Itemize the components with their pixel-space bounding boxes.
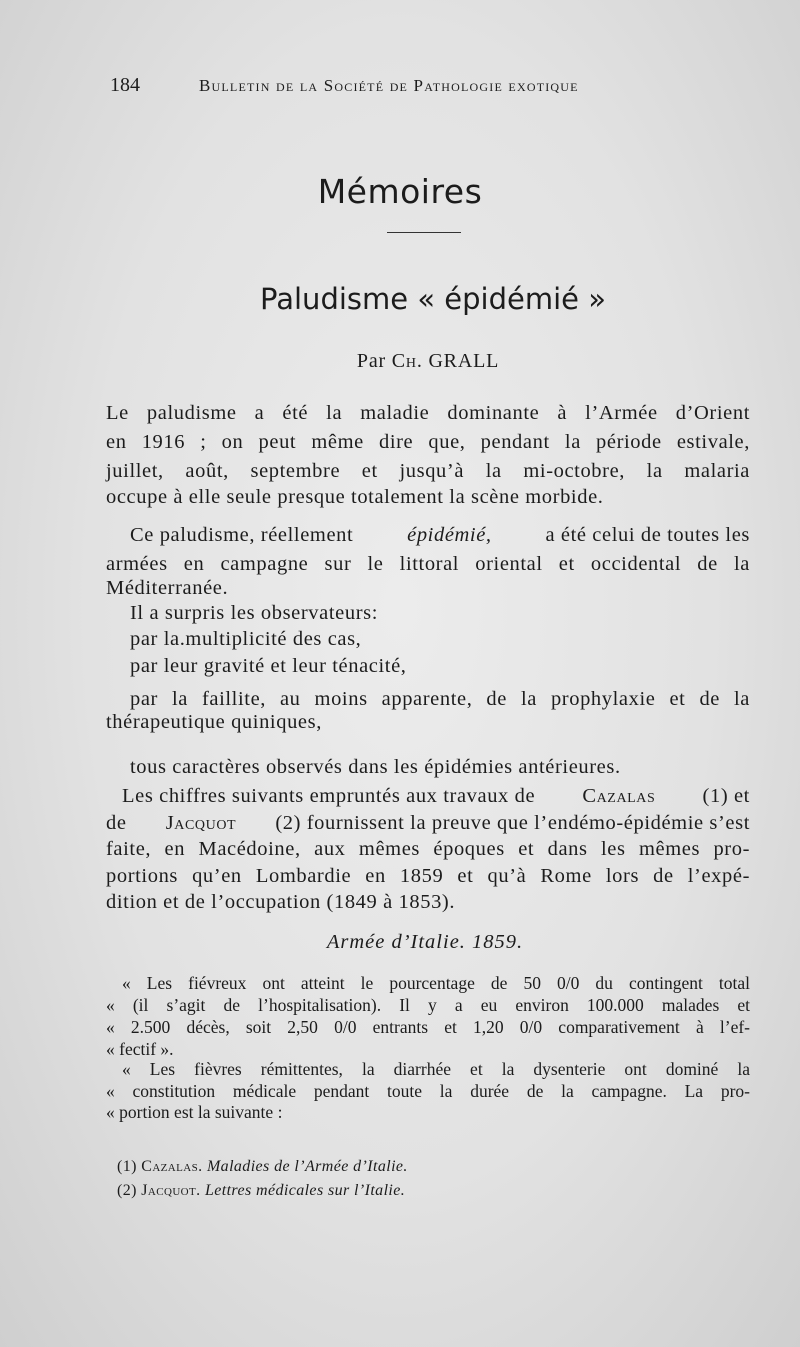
- page-header: [0, 74, 800, 104]
- italic-term: épidémié,: [407, 524, 492, 546]
- paragraph-line: [130, 522, 750, 548]
- quote-line: « constitution médicale pendant toute la durée de la campagne. La pro-: [106, 1081, 750, 1101]
- quote-line: « 2.500 décès, soit 2,50 0/0 entrants et 1,20 0/0 comparativement à l’ef-: [106, 1017, 750, 1037]
- paragraph-line: Il a surpris les observateurs:: [130, 602, 378, 624]
- footnote-author: Cazalas.: [141, 1158, 203, 1175]
- paragraph-line: par la faillite, au moins apparente, de la prophylaxie et de la: [130, 688, 750, 710]
- footnote-number: (2): [117, 1182, 137, 1199]
- text-segment: Ce paludisme, réellement: [130, 524, 354, 546]
- subheading: Armée d’Italie. 1859.: [326, 931, 524, 953]
- quote-line: « portion est la suivante :: [106, 1102, 283, 1122]
- paragraph-line: par leur gravité et leur ténacité,: [130, 655, 407, 677]
- byline-prefix: Par: [356, 350, 386, 372]
- paragraph-line: par la.multiplicité des cas,: [130, 628, 362, 650]
- paragraph-line: Le paludisme a été la maladie dominante à l’Armée d’Orient: [106, 402, 750, 424]
- section-title: Mémoires: [317, 172, 483, 211]
- title-divider: [387, 232, 461, 233]
- footnote-title: Lettres médicales sur l’Italie.: [204, 1182, 406, 1199]
- quote-line: « Les fièvres rémittentes, la diarrhée et la dysenterie ont dominé la: [122, 1059, 750, 1079]
- quote-line: « (il s’agit de l’hospitalisation). Il y a eu environ 100.000 malades et: [106, 995, 750, 1015]
- paragraph-line: faite, en Macédoine, aux mêmes époques et dans les mêmes pro-: [106, 838, 750, 860]
- paragraph-line: tous caractères observés dans les épidémies antérieures.: [130, 756, 621, 778]
- author-initial: Ch.: [391, 350, 423, 372]
- paragraph-line: Méditerranée.: [106, 577, 229, 599]
- paragraph-line: en 1916 ; on peut même dire que, pendant la période estivale,: [106, 431, 750, 453]
- author-reference: Jacquot: [165, 812, 237, 834]
- paragraph-line: [122, 783, 750, 809]
- quote-line: « fectif ».: [106, 1039, 174, 1059]
- footnote-1: [117, 1155, 408, 1179]
- paragraph-line: armées en campagne sur le littoral oriental et occidental de la: [106, 553, 750, 575]
- paragraph-line: dition et de l’occupation (1849 à 1853).: [106, 891, 456, 913]
- paragraph-line: portions qu’en Lombardie en 1859 et qu’à Rome lors de l’expé-: [106, 865, 750, 887]
- text-segment: (1) et: [702, 785, 750, 807]
- footnote-author: Jacquot.: [141, 1182, 201, 1199]
- quote-line: « Les fiévreux ont atteint le pourcentage de 50 0/0 du contingent total: [122, 973, 750, 993]
- text-segment: a été celui de toutes les: [545, 524, 750, 546]
- paragraph-line: occupe à elle seule presque totalement la scène morbide.: [106, 486, 604, 508]
- article-title: Paludisme « épidémié »: [260, 282, 606, 316]
- paragraph-line: juillet, août, septembre et jusqu’à la mi-octobre, la malaria: [106, 460, 750, 482]
- text-segment: de: [106, 812, 127, 834]
- page-number: 184: [110, 74, 140, 96]
- author-reference: Cazalas: [582, 785, 656, 807]
- footnote-title: Maladies de l’Armée d’Italie.: [206, 1158, 408, 1175]
- author-name: GRALL: [428, 350, 500, 372]
- running-head: Bulletin de la Société de Pathologie exotique: [199, 76, 579, 95]
- paragraph-line: thérapeutique quiniques,: [106, 711, 322, 733]
- text-segment: (2) fournissent la preuve que l’endémo-épidémie s’est: [275, 812, 750, 834]
- footnote-number: (1): [117, 1158, 137, 1175]
- byline: [0, 350, 800, 373]
- paragraph-line: [106, 810, 750, 836]
- text-segment: Les chiffres suivants empruntés aux travaux de: [122, 785, 536, 807]
- footnote-2: [117, 1179, 405, 1203]
